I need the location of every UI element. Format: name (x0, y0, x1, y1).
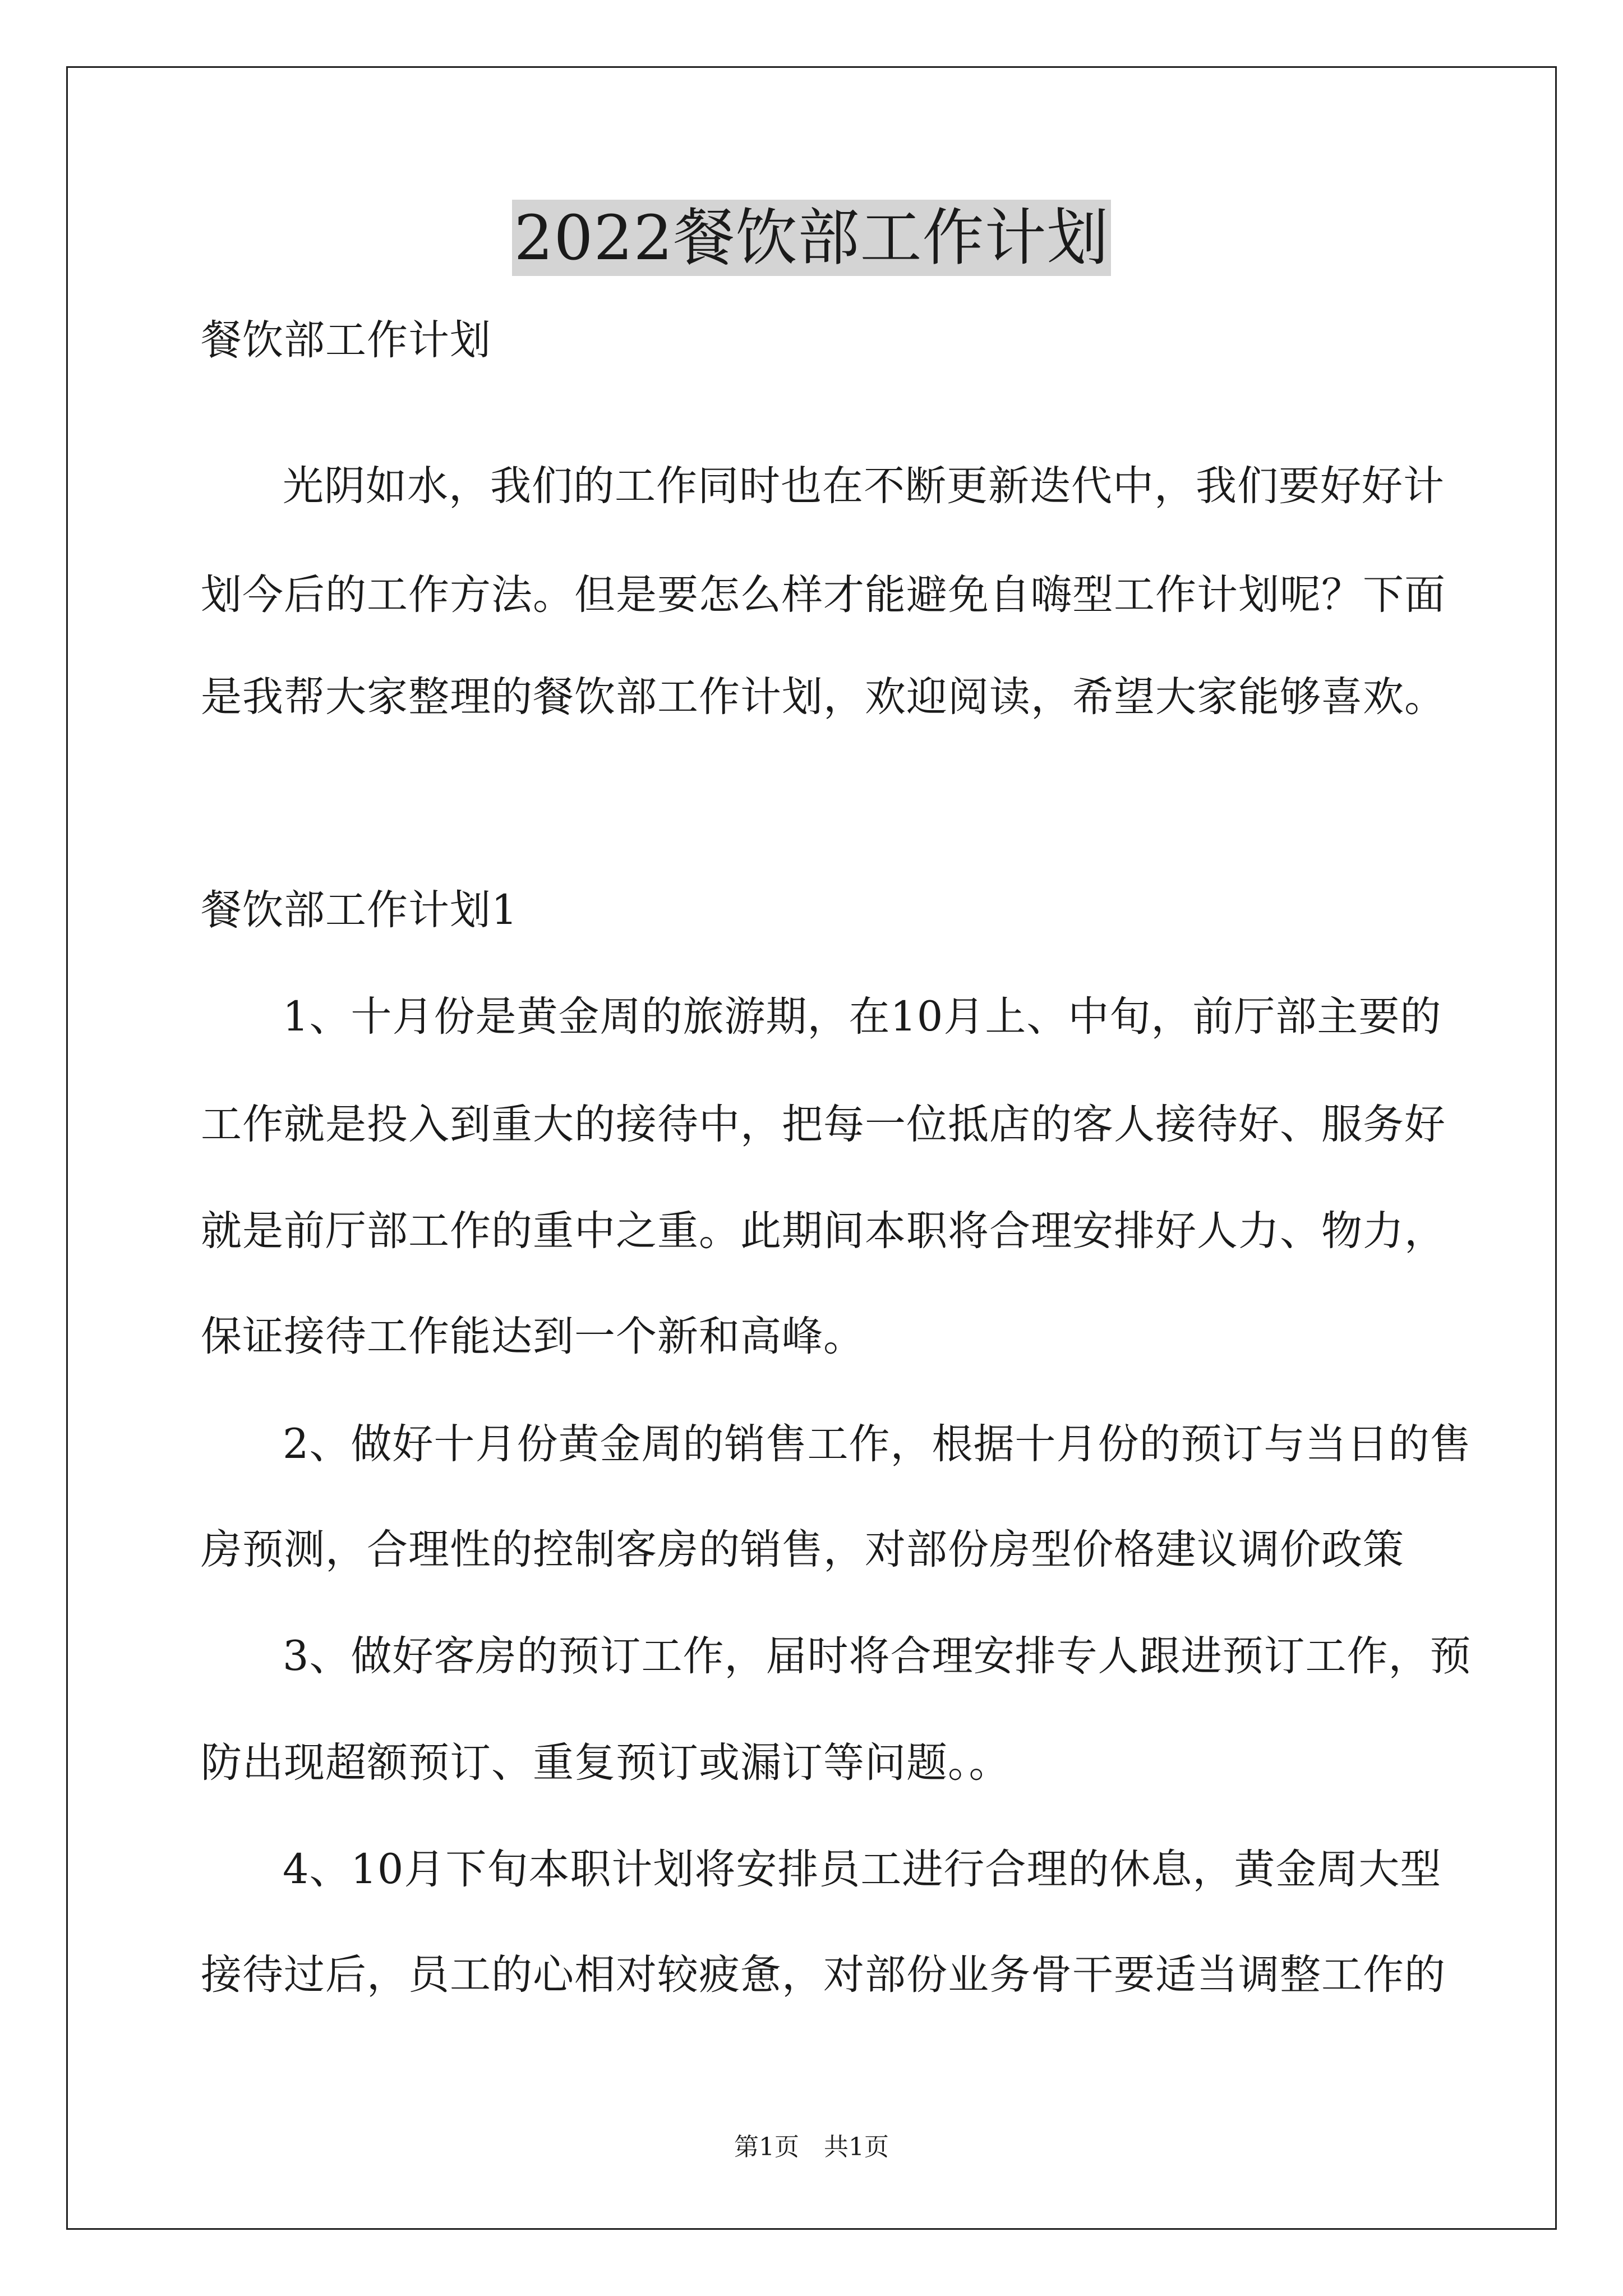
page-footer: 第1页 共1页 (734, 2133, 889, 2161)
paragraph-line: 就是前厅部工作的重中之重。此期间本职将合理安排好人力、物力， (201, 1207, 1446, 1255)
paragraph-line: 是我帮大家整理的餐饮部工作计划，欢迎阅读，希望大家能够喜欢。 (201, 673, 1446, 721)
paragraph-line: 保证接待工作能达到一个新和高峰。 (201, 1313, 865, 1360)
paragraph-line: 房预测，合理性的控制客房的销售，对部份房型价格建议调价政策 (201, 1526, 1404, 1573)
section-heading: 餐饮部工作计划1 (201, 886, 518, 934)
paragraph-line: 光阴如水，我们的工作同时也在不断更新迭代中，我们要好好计 (283, 462, 1445, 510)
paragraph-line: 4、10月下旬本职计划将安排员工进行合理的休息，黄金周大型 (283, 1846, 1442, 1893)
document-title: 2022餐饮部工作计划 (512, 200, 1112, 276)
paragraph-line: 防出现超额预订、重复预订或漏订等问题。。 (201, 1739, 1011, 1787)
paragraph-line: 划今后的工作方法。但是要怎么样才能避免自嗨型工作计划呢？下面 (201, 571, 1446, 619)
section-heading: 餐饮部工作计划 (201, 316, 491, 364)
paragraph-line: 接待过后，员工的心相对较疲惫，对部份业务骨干要适当调整工作的 (201, 1951, 1446, 1999)
paragraph-line: 工作就是投入到重大的接待中，把每一位抵店的客人接待好、服务好 (201, 1101, 1446, 1148)
paragraph-line: 3、做好客房的预订工作，届时将合理安排专人跟进预订工作，预 (283, 1632, 1472, 1680)
paragraph-line: 2、做好十月份黄金周的销售工作，根据十月份的预订与当日的售 (283, 1420, 1472, 1468)
title-container (0, 200, 1623, 276)
paragraph-line: 1、十月份是黄金周的旅游期，在10月上、中旬，前厅部主要的 (283, 993, 1442, 1041)
